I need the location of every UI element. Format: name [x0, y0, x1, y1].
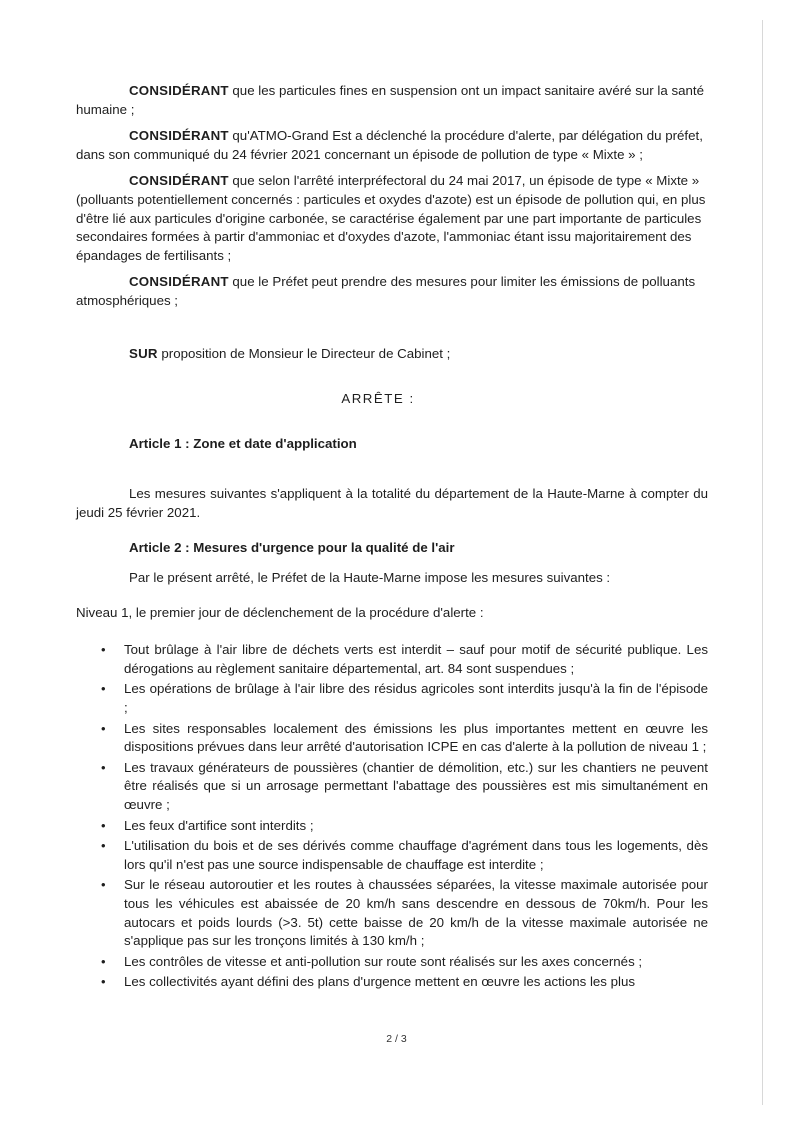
bullet-icon: •	[101, 759, 106, 775]
considerant-keyword: CONSIDÉRANT	[129, 173, 229, 189]
measures-list	[76, 641, 708, 992]
list-item	[76, 817, 708, 836]
considerant-keyword: CONSIDÉRANT	[129, 128, 229, 144]
article-1-title: Article 1 : Zone et date d'application	[129, 435, 357, 451]
list-item	[76, 876, 708, 950]
list-item	[76, 641, 708, 678]
measure-text: Les travaux générateurs de poussières (chantier de démolition, etc.) sur les chantiers ne peuvent être réalisés que si un arrosage permettant l'abattage des poussières est mis simultanément en œuvre ;	[124, 759, 708, 813]
list-item	[76, 680, 708, 717]
considerant-keyword: CONSIDÉRANT	[129, 274, 229, 290]
list-item	[76, 759, 708, 815]
measure-text: Les opérations de brûlage à l'air libre des résidus agricoles sont interdits jusqu'à la fin de l'épisode ;	[124, 681, 708, 716]
bullet-icon: •	[101, 642, 106, 658]
bullet-icon: •	[101, 877, 106, 893]
bullet-icon: •	[101, 953, 106, 969]
measure-text: Les feux d'artifice sont interdits ;	[124, 817, 314, 833]
page-edge-line	[762, 20, 763, 1105]
considerant-text: que les particules fines en suspension ont un impact sanitaire avéré sur la santé humaine ;	[76, 83, 704, 117]
list-item	[76, 837, 708, 874]
measure-text: Les sites responsables localement des émissions les plus importantes mettent en œuvre les dispositions prévues dans leur arrêté d'autorisation ICPE en cas d'alerte à la pollution de niveau 1 ;	[124, 720, 708, 755]
considerant-3	[76, 172, 708, 265]
considerant-text: que selon l'arrêté interpréfectoral du 24 mai 2017, un épisode de type « Mixte » (polluants potentiellement concernés : particules et oxydes d'azote) est un épisode de pollution qui, en plus d'être lié aux particules d'origine carbonée, se caractérise également par une part importante de particules secondaires formées à partir d'ammoniac et d'oxydes d'azote, l'ammoniac étant issu majoritairement des épandages de fertilisants ;	[76, 173, 706, 263]
considerant-4	[76, 273, 708, 310]
proposition-line	[129, 345, 708, 364]
bullet-icon: •	[101, 720, 106, 736]
considerant-2	[76, 127, 708, 164]
list-item	[76, 973, 708, 992]
arrete-title: ARRÊTE :	[341, 391, 415, 407]
alert-level-heading: Niveau 1, le premier jour de déclenchement de la procédure d'alerte :	[76, 604, 484, 620]
measure-text: L'utilisation du bois et de ses dérivés comme chauffage d'agrément dans tous les logements, dès lors qu'il n'est pas une source indispensable de chauffage est interdite ;	[124, 838, 708, 872]
considerant-text: que le Préfet peut prendre des mesures pour limiter les émissions de polluants atmosphériques ;	[76, 274, 696, 308]
proposition-keyword: SUR	[129, 345, 158, 361]
list-item	[76, 720, 708, 757]
bullet-icon: •	[101, 817, 106, 833]
article-1-text: Les mesures suivantes s'appliquent à la totalité du département de la Haute-Marne à compter du jeudi 25 février 2021.	[76, 486, 708, 520]
article-2-title: Article 2 : Mesures d'urgence pour la qualité de l'air	[129, 539, 455, 555]
proposition-text: proposition de Monsieur le Directeur de Cabinet ;	[157, 345, 451, 361]
bullet-icon: •	[101, 974, 106, 990]
page-number: 2 / 3	[386, 1033, 407, 1045]
considerant-text: qu'ATMO-Grand Est a déclenché la procédure d'alerte, par délégation du préfet, dans son communiqué du 24 février 2021 concernant un épisode de pollution de type « Mixte » ;	[76, 128, 703, 162]
measure-text: Sur le réseau autoroutier et les routes à chaussées séparées, la vitesse maximale autorisée pour tous les véhicules est abaissée de 20 km/h sans descendre en dessous de 70km/h. Pour les autocars et poids lourds (>3. 5t) cette baisse de 20 km/h de la vitesse maximale autorisée ne s'applique pas sur les tronçons limités à 130 km/h ;	[124, 877, 708, 949]
measure-text: Les contrôles de vitesse et anti-pollution sur route sont réalisés sur les axes concernés ;	[124, 953, 643, 969]
measure-text: Tout brûlage à l'air libre de déchets verts est interdit – sauf pour motif de sécurité publique. Les dérogations au règlement sanitaire départemental, art. 84 sont suspendues ;	[124, 642, 708, 676]
considerant-1	[76, 82, 708, 119]
bullet-icon: •	[101, 681, 106, 697]
bullet-icon: •	[101, 838, 106, 854]
article-2-intro: Par le présent arrêté, le Préfet de la Haute-Marne impose les mesures suivantes :	[129, 570, 611, 586]
list-item	[76, 953, 708, 972]
document-page	[76, 82, 708, 994]
considerant-keyword: CONSIDÉRANT	[129, 83, 229, 98]
measure-text: Les collectivités ayant défini des plans d'urgence mettent en œuvre les actions les plus	[124, 974, 636, 990]
